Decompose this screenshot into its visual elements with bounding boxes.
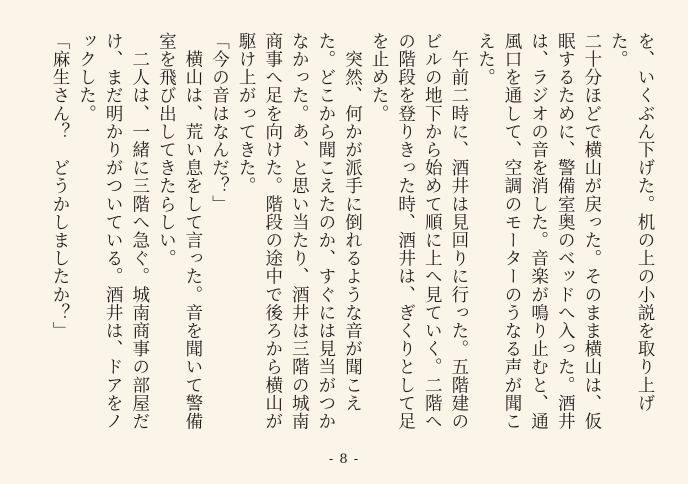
paragraph: 突然、何かが派手に倒れるような音が聞こえた。どこから聞こえたのか、すぐには見当がつかなかった。あ、と思い当たり、酒井は三階の城南商事へ足を向けた。階段の途中で後ろから横山が駆け上がってきた。 bbox=[236, 32, 363, 431]
paragraph: 横山は、荒い息をして言った。音を聞いて警備室を飛び出してきたらしい。 bbox=[156, 32, 203, 431]
page-number: - 8 - bbox=[328, 452, 360, 467]
vertical-text-body bbox=[18, 32, 658, 440]
dialogue-line: 「今の音はなんだ？」 bbox=[209, 32, 230, 213]
dialogue-line: 「麻生さん？ どうかしましたか？」 bbox=[49, 32, 70, 340]
paragraph: を、いくぶん下げた。机の上の小説を取り上げた。 bbox=[608, 32, 655, 413]
paragraph: 二十分ほどで横山が戻った。そのまま横山は、仮眠するために、警備室奥のベッドへ入った。酒井は、ラジオの音を消した。音楽が鳴り止むと、通風口を通して、空調のモーターのうなる声が聞こえた。 bbox=[475, 32, 602, 431]
paragraph: 午前二時に、酒井は見回りに行った。五階建のビルの地下から始めて順に上へ見ていく。二階への階段を登りきった時、酒井は、ぎくりとして足を止めた。 bbox=[369, 32, 469, 431]
paragraph: 二人は、一緒に三階へ急ぐ。城南商事の部屋だけ、まだ明かりがついている。酒井は、ドアをノックした。 bbox=[76, 32, 150, 431]
